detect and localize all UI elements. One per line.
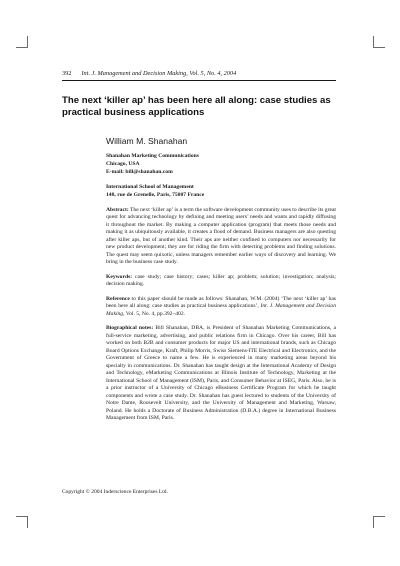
reference-volume: , Vol. 5, No. 4, pp.392–402. bbox=[123, 310, 186, 317]
keywords-label: Keywords: bbox=[106, 273, 133, 280]
page-number: 392 bbox=[62, 70, 72, 77]
header-rule bbox=[62, 80, 336, 81]
author-email: E-mail: bill@shanahan.com bbox=[106, 168, 173, 175]
paper-page bbox=[62, 70, 336, 428]
article-front-matter bbox=[106, 136, 336, 422]
affiliation-1-line-2: Chicago, USA bbox=[106, 160, 140, 167]
abstract-text: The next ‘killer ap’ is a term the software development community uses to describe its great quest for advancing technology by defining and meeting users’ needs and wants and rapidly diffusing it throughout the market. By making a computer application (program) that meets those needs and making it as ubiquitously available, it creates a flood of demand. Business managers are also questing after killer aps, but of another kind. Their aps are neither confined to computers nor necessarily for new product development; they are for riding the firm with detecting problems and finding solutions. The quest may seem quixotic, unless managers remember earlier ways of discovery and learning. We bring in the business case study. bbox=[106, 206, 336, 266]
author-name: William M. Shanahan bbox=[106, 136, 188, 147]
abstract-label: Abstract: bbox=[106, 206, 129, 213]
reference-label: Reference bbox=[106, 295, 130, 302]
biographical-notes-label: Biographical notes: bbox=[106, 325, 154, 332]
affiliation-2-line-1: International School of Management bbox=[106, 184, 194, 191]
running-head bbox=[62, 70, 336, 77]
reference-text: to this paper should be made as follows: Shanahan, W.M. (2004) ‘The next ‘killer ap’ has been here all along: case studies as practical business applications’, bbox=[106, 295, 336, 310]
keywords-text: case study; case history; cases; killer ap; problem; solution; investigation; analysis; decision making. bbox=[106, 273, 336, 288]
reference bbox=[106, 296, 336, 319]
abstract bbox=[106, 207, 336, 267]
crop-mark-top-right bbox=[373, 36, 385, 48]
journal-citation: Int. J. Management and Decision Making, Vol. 5, No. 4, 2004 bbox=[81, 70, 237, 77]
copyright-notice: Copyright © 2004 Inderscience Enterprises Ltd. bbox=[62, 489, 168, 495]
article-title: The next ‘killer ap’ has been here all along: case studies as practical business applications bbox=[62, 95, 331, 118]
biographical-notes bbox=[106, 325, 336, 423]
crop-mark-top-left bbox=[16, 36, 28, 48]
affiliation-1-line-1: Shanahan Marketing Communications bbox=[106, 153, 199, 160]
crop-mark-bottom-left bbox=[16, 516, 28, 528]
reference-journal: Int. J. Management and Decision Making bbox=[106, 303, 336, 317]
crop-mark-bottom-right bbox=[373, 516, 385, 528]
keywords bbox=[106, 274, 336, 289]
biographical-notes-text: Bill Shanahan, DBA, is President of Shanahan Marketing Communications, a full-service marketing, advertising, and public relations firm in Chicago. Over his career, Bill has worked on both B2B and consumer products for major US and international brands, such as Chicago Board Options Exchange, Kraft, Philip Morris, Swiss Siemens-ITE Electrical and Electronics, and the Government of Greece to name a few. He is experienced in many marketing areas beyond his specialty in communications. Dr. Shanahan has taught design at the International Academy of Design and Technology, eMarketing Communications at Illinois Institute of Technology, Marketing at the International School of Management (ISM), Paris, and Consumer Behavior at ISEG, Paris. Also, he is a prior instructor of a University of Chicago eBusiness Certificate Program for which he taught components and wrote a case study. Dr. Shanahan has guest lectured to students of the University of Notre Dame, Roosevelt University, and the University of Management and Marketing, Warsaw, Poland. He holds a Doctorate of Business Administration (D.B.A.) degree in International Business Management from ISM, Paris. bbox=[106, 325, 336, 422]
affiliation-2-line-2: 148, rue de Grenelle, Paris, 75007 France bbox=[106, 191, 205, 198]
